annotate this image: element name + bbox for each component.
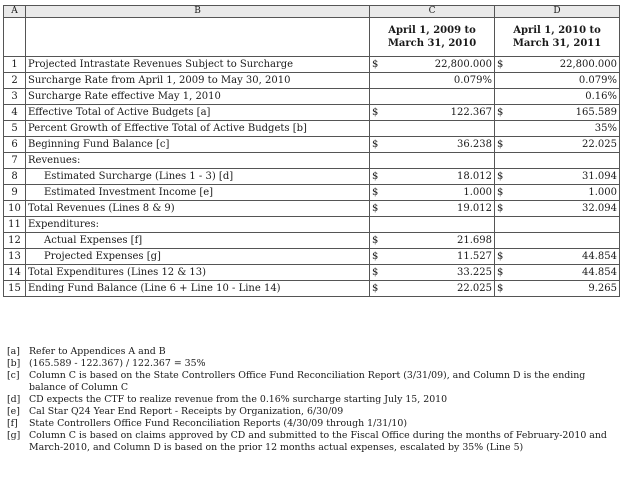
c-value [384, 153, 495, 169]
row-label: Percent Growth of Effective Total of Active Budgets [b] [26, 121, 370, 137]
c-currency: $ [370, 281, 384, 297]
row-number: 9 [4, 185, 26, 201]
c-currency: $ [370, 105, 384, 121]
c-value: 18.012 [384, 169, 495, 185]
c-value: 1.000 [384, 185, 495, 201]
row-number: 13 [4, 249, 26, 265]
footnotes [7, 346, 619, 454]
table-row [4, 281, 620, 297]
column-letter-row [4, 6, 620, 18]
c-value: 33.225 [384, 265, 495, 281]
table-row [4, 249, 620, 265]
row-label: Surcharge Rate effective May 1, 2010 [26, 89, 370, 105]
row-number: 8 [4, 169, 26, 185]
footnote-tag: [f] [7, 418, 18, 429]
d-value: 32.094 [509, 201, 620, 217]
c-currency [370, 89, 384, 105]
row-label: Revenues: [26, 153, 370, 169]
d-value: 22,800.000 [509, 57, 620, 73]
d-currency [495, 73, 509, 89]
row-label: Projected Intrastate Revenues Subject to Surcharge [26, 57, 370, 73]
footnote-tag: [g] [7, 430, 21, 441]
d-currency [495, 217, 509, 233]
d-currency: $ [495, 185, 509, 201]
c-currency [370, 73, 384, 89]
table-row [4, 57, 620, 73]
footnote-text: CD expects the CTF to realize revenue from the 0.16% surcharge starting July 15, 2010 [29, 394, 448, 405]
table-row [4, 201, 620, 217]
c-currency [370, 121, 384, 137]
c-currency: $ [370, 233, 384, 249]
row-number: 4 [4, 105, 26, 121]
c-currency: $ [370, 249, 384, 265]
d-value [509, 233, 620, 249]
c-currency [370, 217, 384, 233]
footnote-tag: [a] [7, 346, 20, 357]
row-label: Ending Fund Balance (Line 6 + Line 10 - Line 14) [26, 281, 370, 297]
period-d-line2: March 31, 2011 [512, 38, 602, 49]
footnote-text: Cal Star Q24 Year End Report - Receipts by Organization, 6/30/09 [29, 406, 344, 417]
column-c-header: C [370, 6, 495, 18]
d-value: 0.16% [509, 89, 620, 105]
c-currency: $ [370, 169, 384, 185]
c-currency: $ [370, 201, 384, 217]
c-currency: $ [370, 57, 384, 73]
d-currency [495, 121, 509, 137]
c-value [384, 121, 495, 137]
period-c-line2: March 31, 2010 [387, 38, 477, 49]
period-header-row [4, 18, 620, 57]
footnote [7, 394, 619, 406]
row-label: Total Expenditures (Lines 12 & 13) [26, 265, 370, 281]
footnote-text: State Controllers Office Fund Reconciliation Reports (4/30/09 through 1/31/10) [29, 418, 407, 429]
c-value: 11.527 [384, 249, 495, 265]
footnote [7, 418, 619, 430]
d-currency: $ [495, 249, 509, 265]
period-c-header [370, 18, 495, 57]
period-d-line1: April 1, 2010 to [513, 25, 601, 36]
d-value: 22.025 [509, 137, 620, 153]
d-currency: $ [495, 281, 509, 297]
d-value: 35% [509, 121, 620, 137]
row-number: 3 [4, 89, 26, 105]
c-currency: $ [370, 185, 384, 201]
row-number: 15 [4, 281, 26, 297]
table-row [4, 169, 620, 185]
footnote-tag: [d] [7, 394, 21, 405]
c-currency [370, 153, 384, 169]
c-value [384, 89, 495, 105]
d-value [509, 217, 620, 233]
footnote-tag: [c] [7, 370, 20, 381]
footnote-text: Refer to Appendices A and B [29, 346, 166, 357]
row-label: Surcharge Rate from April 1, 2009 to May 30, 2010 [26, 73, 370, 89]
footnote [7, 370, 619, 394]
fund-balance-table [3, 5, 620, 297]
table-row [4, 265, 620, 281]
row-number: 7 [4, 153, 26, 169]
table-row [4, 185, 620, 201]
period-d-header [495, 18, 620, 57]
footnote-tag: [b] [7, 358, 21, 369]
footnote-text: (165.589 - 122.367) / 122.367 = 35% [29, 358, 206, 369]
column-b-header: B [26, 6, 370, 18]
column-d-header: D [495, 6, 620, 18]
c-value: 22.025 [384, 281, 495, 297]
footnote [7, 346, 619, 358]
row-label: Actual Expenses [f] [26, 233, 370, 249]
row-number: 10 [4, 201, 26, 217]
c-value [384, 217, 495, 233]
table-row [4, 89, 620, 105]
row-number: 14 [4, 265, 26, 281]
c-value: 122.367 [384, 105, 495, 121]
d-value: 44.854 [509, 265, 620, 281]
row-label: Estimated Surcharge (Lines 1 - 3) [d] [26, 169, 370, 185]
d-value: 1.000 [509, 185, 620, 201]
row-label: Effective Total of Active Budgets [a] [26, 105, 370, 121]
d-currency [495, 233, 509, 249]
footnote-text: Column C is based on claims approved by CD and submitted to the Fiscal Office during the months of February-2010 and March-2010, and Column D is based on the prior 12 months actual expenses, escalated by 35% (Line 5) [29, 430, 607, 453]
row-number: 2 [4, 73, 26, 89]
row-number: 5 [4, 121, 26, 137]
row-number: 11 [4, 217, 26, 233]
footnote-text: Column C is based on the State Controllers Office Fund Reconciliation Report (3/31/09), and Column D is the ending balance of Column C [29, 370, 586, 393]
row-label: Projected Expenses [g] [26, 249, 370, 265]
c-currency: $ [370, 137, 384, 153]
period-c-line1: April 1, 2009 to [388, 25, 476, 36]
c-currency: $ [370, 265, 384, 281]
d-currency: $ [495, 57, 509, 73]
d-value: 9.265 [509, 281, 620, 297]
d-currency [495, 89, 509, 105]
row-number: 12 [4, 233, 26, 249]
footnote [7, 406, 619, 418]
d-value: 44.854 [509, 249, 620, 265]
table-row [4, 217, 620, 233]
d-currency: $ [495, 137, 509, 153]
column-a-header: A [4, 6, 26, 18]
table-row [4, 153, 620, 169]
c-value: 19.012 [384, 201, 495, 217]
d-value: 165.589 [509, 105, 620, 121]
c-value: 22,800.000 [384, 57, 495, 73]
table-row [4, 105, 620, 121]
c-value: 36.238 [384, 137, 495, 153]
row-label: Beginning Fund Balance [c] [26, 137, 370, 153]
footnote [7, 358, 619, 370]
row-label: Estimated Investment Income [e] [26, 185, 370, 201]
row-number: 6 [4, 137, 26, 153]
c-value: 0.079% [384, 73, 495, 89]
d-currency: $ [495, 265, 509, 281]
table-row [4, 73, 620, 89]
row-label: Expenditures: [26, 217, 370, 233]
d-currency: $ [495, 169, 509, 185]
table-row [4, 137, 620, 153]
d-value [509, 153, 620, 169]
row-label: Total Revenues (Lines 8 & 9) [26, 201, 370, 217]
table-row [4, 233, 620, 249]
d-currency [495, 153, 509, 169]
d-currency: $ [495, 105, 509, 121]
table-row [4, 121, 620, 137]
c-value: 21.698 [384, 233, 495, 249]
footnote [7, 430, 619, 454]
footnote-tag: [e] [7, 406, 20, 417]
d-currency: $ [495, 201, 509, 217]
row-number: 1 [4, 57, 26, 73]
d-value: 0.079% [509, 73, 620, 89]
d-value: 31.094 [509, 169, 620, 185]
